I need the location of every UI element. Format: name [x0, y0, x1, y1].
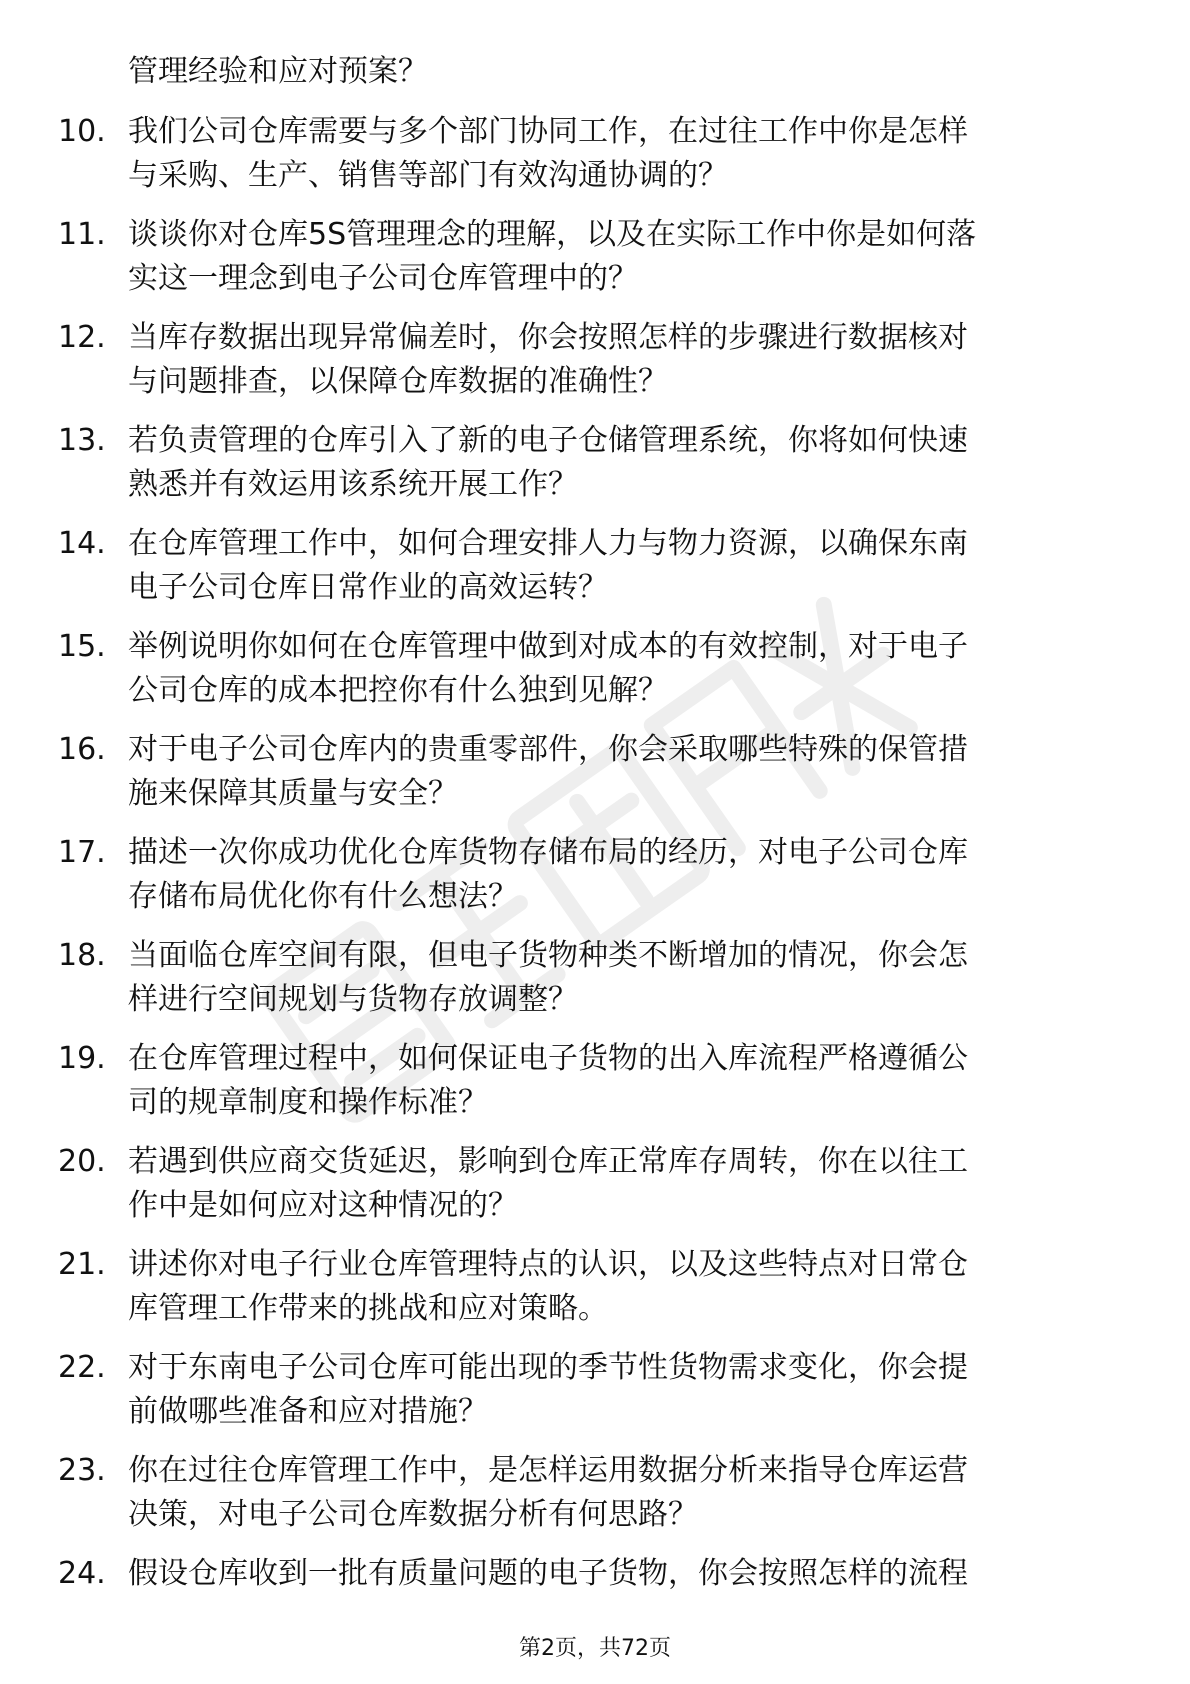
page-footer: 第2页，共72页	[519, 1636, 671, 1661]
question-text-line: 若负责管理的仓库引入了新的电子仓储管理系统，你将如何快速	[128, 423, 968, 458]
list-item	[0, 1346, 1190, 1449]
question-number: 17.	[58, 835, 106, 870]
question-number: 24.	[58, 1556, 106, 1591]
continuation-line: 管理经验和应对预案？	[128, 54, 428, 89]
question-text-line: 公司仓库的成本把控你有什么独到见解？	[128, 673, 668, 708]
question-number: 14.	[58, 526, 106, 561]
question-text-line: 描述一次你成功优化仓库货物存储布局的经历，对电子公司仓库	[128, 835, 968, 870]
list-item	[0, 728, 1190, 831]
question-text-line: 存储布局优化你有什么想法？	[128, 879, 518, 914]
question-text-line: 司的规章制度和操作标准？	[128, 1085, 488, 1120]
question-text-line: 与采购、生产、销售等部门有效沟通协调的？	[128, 158, 728, 193]
question-text-line: 在仓库管理工作中，如何合理安排人力与物力资源，以确保东南	[128, 526, 968, 561]
list-item	[0, 522, 1190, 625]
list-item	[0, 831, 1190, 934]
question-number: 15.	[58, 629, 106, 664]
list-item	[0, 1243, 1190, 1346]
question-number: 20.	[58, 1144, 106, 1179]
question-text-line: 谈谈你对仓库5S管理理念的理解，以及在实际工作中你是如何落	[128, 217, 977, 252]
question-text-line: 库管理工作带来的挑战和应对策略。	[128, 1291, 608, 1326]
question-text-line: 对于东南电子公司仓库可能出现的季节性货物需求变化，你会提	[128, 1350, 968, 1385]
list-item	[0, 1449, 1190, 1552]
question-text-line: 我们公司仓库需要与多个部门协同工作，在过往工作中你是怎样	[128, 114, 968, 149]
question-text-line: 作中是如何应对这种情况的？	[128, 1188, 518, 1223]
list-item	[0, 934, 1190, 1037]
question-text-line: 施来保障其质量与安全？	[128, 776, 458, 811]
question-text-line: 与问题排查，以保障仓库数据的准确性？	[128, 364, 668, 399]
list-item	[0, 213, 1190, 316]
question-number: 12.	[58, 320, 106, 355]
question-list	[0, 110, 1190, 1655]
question-text-line: 对于电子公司仓库内的贵重零部件，你会采取哪些特殊的保管措	[128, 732, 968, 767]
question-number: 21.	[58, 1247, 106, 1282]
question-text-line: 你在过往仓库管理工作中，是怎样运用数据分析来指导仓库运营	[128, 1453, 968, 1488]
list-item	[0, 625, 1190, 728]
question-text-line: 在仓库管理过程中，如何保证电子货物的出入库流程严格遵循公	[128, 1041, 968, 1076]
question-text-line: 电子公司仓库日常作业的高效运转？	[128, 570, 608, 605]
question-number: 19.	[58, 1041, 106, 1076]
list-item	[0, 1140, 1190, 1243]
question-number: 16.	[58, 732, 106, 767]
question-text-line: 实这一理念到电子公司仓库管理中的？	[128, 261, 638, 296]
question-text-line: 熟悉并有效运用该系统开展工作？	[128, 467, 578, 502]
question-text-line: 当面临仓库空间有限，但电子货物种类不断增加的情况，你会怎	[128, 938, 968, 973]
list-item	[0, 110, 1190, 213]
question-text-line: 样进行空间规划与货物存放调整？	[128, 982, 578, 1017]
question-text-line: 举例说明你如何在仓库管理中做到对成本的有效控制，对于电子	[128, 629, 968, 664]
question-number: 23.	[58, 1453, 106, 1488]
question-text-line: 若遇到供应商交货延迟，影响到仓库正常库存周转，你在以往工	[128, 1144, 968, 1179]
question-text-line: 前做哪些准备和应对措施？	[128, 1394, 488, 1429]
question-text-line: 假设仓库收到一批有质量问题的电子货物，你会按照怎样的流程	[128, 1556, 968, 1591]
question-text-line: 决策，对电子公司仓库数据分析有何思路？	[128, 1497, 698, 1532]
question-number: 18.	[58, 938, 106, 973]
question-text-line: 讲述你对电子行业仓库管理特点的认识，以及这些特点对日常仓	[128, 1247, 968, 1282]
list-item	[0, 1037, 1190, 1140]
list-item	[0, 316, 1190, 419]
question-number: 11.	[58, 217, 106, 252]
question-number: 13.	[58, 423, 106, 458]
question-number: 10.	[58, 114, 106, 149]
question-text-line: 当库存数据出现异常偏差时，你会按照怎样的步骤进行数据核对	[128, 320, 968, 355]
question-number: 22.	[58, 1350, 106, 1385]
list-item	[0, 419, 1190, 522]
